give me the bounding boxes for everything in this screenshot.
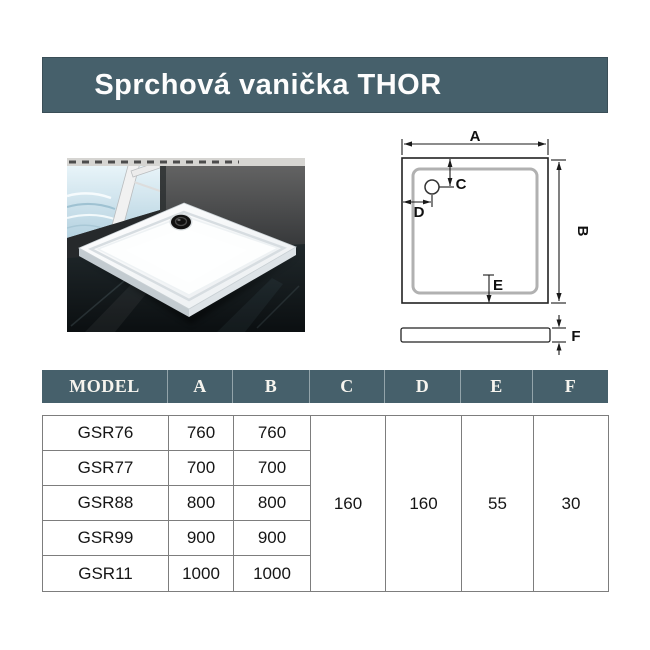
header-b: B bbox=[233, 370, 310, 403]
tray-side-view bbox=[401, 328, 550, 342]
value-a-cell: 800 bbox=[169, 486, 234, 521]
dimension-diagram bbox=[390, 125, 605, 357]
value-b-cell: 1000 bbox=[234, 556, 311, 591]
value-e-merged-cell: 55 bbox=[462, 416, 534, 591]
product-photo bbox=[67, 158, 305, 332]
value-b-cell: 900 bbox=[234, 521, 311, 556]
header-d: D bbox=[385, 370, 461, 403]
value-a-cell: 700 bbox=[169, 451, 234, 486]
spec-table-body bbox=[42, 415, 609, 592]
value-b-cell: 700 bbox=[234, 451, 311, 486]
drain-symbol bbox=[425, 180, 439, 194]
page-title: Sprchová vanička THOR bbox=[94, 68, 442, 101]
model-cell: GSR88 bbox=[43, 486, 169, 521]
dim-label-b: B bbox=[574, 225, 591, 237]
spec-table-header bbox=[42, 370, 608, 403]
dim-label-e: E bbox=[492, 277, 504, 294]
value-a-cell: 900 bbox=[169, 521, 234, 556]
tray-outline bbox=[402, 158, 548, 303]
model-cell: GSR99 bbox=[43, 521, 169, 556]
value-d-merged-cell: 160 bbox=[386, 416, 462, 591]
value-b-cell: 800 bbox=[234, 486, 311, 521]
page-title-banner bbox=[42, 57, 608, 113]
product-photo-graphic bbox=[67, 158, 305, 332]
model-cell: GSR76 bbox=[43, 416, 169, 451]
value-a-cell: 760 bbox=[169, 416, 234, 451]
value-a-cell: 1000 bbox=[169, 556, 234, 591]
model-cell: GSR77 bbox=[43, 451, 169, 486]
header-model: MODEL bbox=[42, 370, 168, 403]
dim-label-c: C bbox=[455, 176, 467, 193]
header-f: F bbox=[564, 376, 577, 396]
header-a: A bbox=[168, 370, 233, 403]
header-c: C bbox=[310, 370, 385, 403]
value-b-cell: 760 bbox=[234, 416, 311, 451]
dimension-diagram-graphic bbox=[390, 125, 605, 357]
model-cell: GSR11 bbox=[43, 556, 169, 591]
value-c-merged-cell: 160 bbox=[311, 416, 386, 591]
drain bbox=[170, 214, 193, 231]
value-f-merged-cell: 30 bbox=[534, 416, 608, 591]
header-e: E bbox=[461, 370, 533, 403]
dim-label-a: A bbox=[469, 128, 481, 145]
dim-label-f: F bbox=[571, 328, 581, 345]
dim-label-d: D bbox=[413, 204, 425, 221]
